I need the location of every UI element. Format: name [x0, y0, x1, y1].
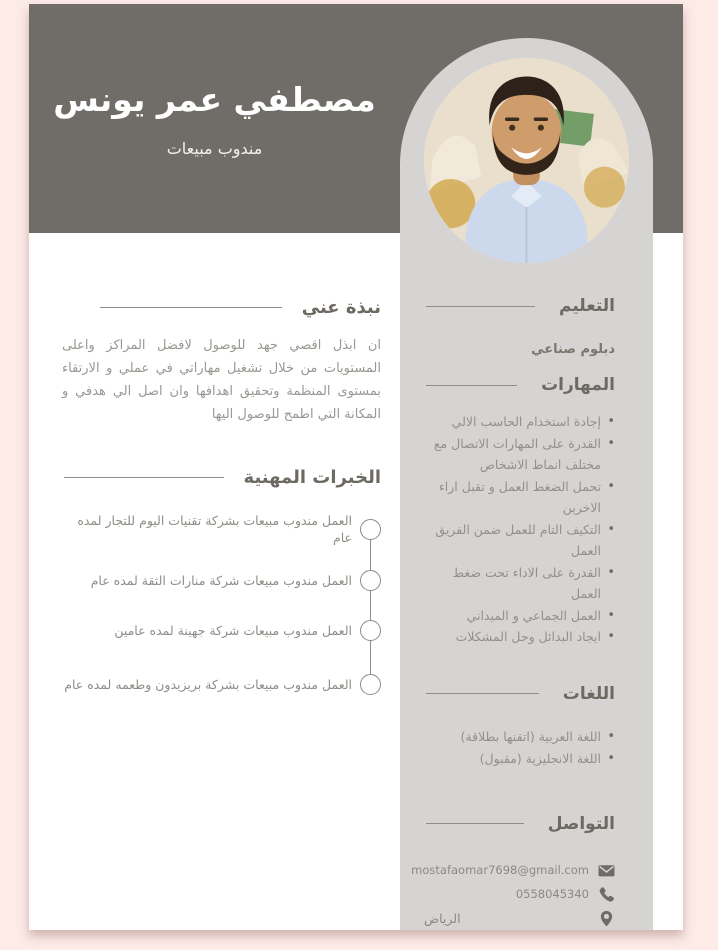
about-title: نبذة عني: [301, 296, 381, 318]
about-text: ان ابذل اقصي جهد للوصول لافضل المراكز واعلى المستويات من خلال تشغيل مهاراتي في عملي و الارتقاء بمستوى المنظمة وتحقيق اهدافها وان اصل الي هدفي و المكانة التي اطمح للوصول اليها: [62, 338, 381, 422]
experience-timeline: [62, 512, 381, 722]
language-item: • اللغة الانجليزية (مقبول): [424, 748, 615, 770]
contact-rows: [411, 862, 615, 927]
location-value: الرياض: [424, 910, 461, 926]
experience-title: الخبرات المهنية: [243, 466, 381, 488]
language-item: • اللغة العربية (اتقنها بطلاقة): [424, 726, 615, 748]
heading-divider-line: [426, 693, 539, 694]
skill-item: • التكيف التام للعمل ضمن الفريق العمل: [424, 519, 615, 562]
timeline-dot: [360, 519, 381, 540]
heading-divider-line: [426, 823, 524, 824]
skills-list: [424, 411, 615, 648]
candidate-name: مصطفي عمر يونس: [53, 80, 376, 119]
mail-icon: [598, 862, 615, 879]
skill-item: • العمل الجماعي و الميداني: [424, 605, 615, 627]
section-languages-heading: [424, 684, 615, 704]
education-title: التعليم: [559, 296, 615, 316]
experience-text: العمل مندوب مبيعات شركة منارات الثقة لمده عام: [90, 573, 352, 588]
experience-item: [62, 674, 381, 695]
section-about-heading: [62, 296, 381, 318]
cv-page: [29, 4, 683, 930]
contact-email-row: [411, 862, 615, 879]
skills-title: المهارات: [541, 375, 615, 395]
location-pin-icon: [598, 910, 615, 927]
phone-value: 0558045340: [515, 887, 589, 901]
experience-item: [62, 620, 381, 641]
section-experience-heading: [62, 466, 381, 488]
languages-title: اللغات: [562, 683, 615, 704]
contact-phone-row: [424, 886, 615, 903]
section-contact-heading: [424, 814, 615, 834]
sidebar: [400, 38, 653, 930]
contact-title: التواصل: [547, 813, 615, 834]
portrait-photo-illustration: [424, 58, 629, 263]
timeline-dot: [360, 620, 381, 641]
skill-item: • تحمل الضغط العمل و تقبل اراء الاخرين: [424, 476, 615, 519]
heading-divider-line: [426, 306, 535, 307]
experience-item: [62, 570, 381, 591]
section-skills-heading: [424, 375, 615, 395]
timeline-connector-line: [370, 523, 371, 685]
heading-divider-line: [426, 385, 517, 386]
experience-text: العمل مندوب مبيعات بشركة بريزيدون وطعمه لمده عام: [64, 677, 352, 692]
education-item: دبلوم صناعي: [531, 342, 615, 357]
skill-item: • القدرة على الاداء تحت ضغط العمل: [424, 562, 615, 605]
heading-divider-line: [100, 307, 282, 308]
experience-text: العمل مندوب مبيعات بشركة تقنيات اليوم للتجار لمده عام: [77, 513, 352, 545]
languages-list: [424, 726, 615, 770]
experience-text: العمل مندوب مبيعات شركة جهينة لمده عامين: [114, 623, 352, 638]
skill-item: • ايجاد البدائل وحل المشكلات: [424, 626, 615, 648]
skill-item: • إجادة استخدام الحاسب الالي: [424, 411, 615, 433]
email-value: mostafaomar7698@gmail.com: [411, 863, 589, 877]
sidebar-content: [400, 296, 653, 927]
avatar: [424, 58, 629, 263]
skill-item: • القدرة على المهارات الاتصال مع مختلف انماط الاشخاص: [424, 433, 615, 476]
experience-item: [62, 512, 381, 546]
header-identity: [29, 78, 400, 158]
heading-divider-line: [64, 477, 224, 478]
contact-location-row: [424, 910, 615, 927]
candidate-job-title: مندوب مبيعات: [166, 138, 263, 158]
timeline-dot: [360, 674, 381, 695]
main-column: [29, 233, 400, 930]
phone-icon: [598, 886, 615, 903]
section-education-heading: [424, 296, 615, 316]
timeline-dot: [360, 570, 381, 591]
